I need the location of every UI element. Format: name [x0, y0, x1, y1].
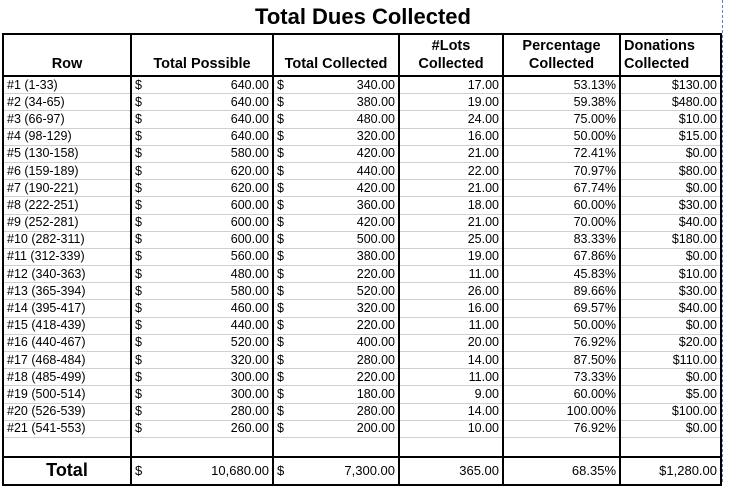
row-label-cell: #21 (541-553) — [3, 420, 131, 437]
currency-symbol: $ — [273, 283, 295, 300]
currency-symbol: $ — [273, 352, 295, 369]
percentage-collected-cell: 70.97% — [503, 162, 620, 179]
percentage-collected-cell: 72.41% — [503, 145, 620, 162]
total-lots-sum: 365.00 — [399, 457, 503, 485]
table-row — [3, 128, 721, 145]
table-row — [3, 403, 721, 420]
total-possible-cell: 580.00 — [153, 145, 273, 162]
row-label-cell: #5 (130-158) — [3, 145, 131, 162]
total-possible-cell: 300.00 — [153, 386, 273, 403]
table-row — [3, 231, 721, 248]
row-label-cell: #17 (468-484) — [3, 352, 131, 369]
lots-collected-cell: 10.00 — [399, 420, 503, 437]
lots-collected-cell: 25.00 — [399, 231, 503, 248]
percentage-collected-cell: 83.33% — [503, 231, 620, 248]
currency-symbol: $ — [131, 403, 153, 420]
lots-collected-cell: 11.00 — [399, 369, 503, 386]
lots-collected-cell: 16.00 — [399, 300, 503, 317]
lots-collected-cell: 22.00 — [399, 162, 503, 179]
total-possible-cell: 600.00 — [153, 197, 273, 214]
row-label-cell: #16 (440-467) — [3, 334, 131, 351]
donations-collected-cell: $30.00 — [620, 283, 721, 300]
total-possible-cell: 560.00 — [153, 248, 273, 265]
total-possible-cell: 640.00 — [153, 76, 273, 94]
total-row — [3, 457, 721, 485]
percentage-collected-cell: 60.00% — [503, 386, 620, 403]
donations-collected-cell: $100.00 — [620, 403, 721, 420]
currency-symbol: $ — [273, 128, 295, 145]
percentage-collected-cell: 75.00% — [503, 111, 620, 128]
total-possible-sum: 10,680.00 — [153, 457, 273, 485]
currency-symbol: $ — [131, 231, 153, 248]
table-row — [3, 248, 721, 265]
table-row — [3, 283, 721, 300]
percentage-collected-cell: 70.00% — [503, 214, 620, 231]
total-collected-cell: 400.00 — [295, 334, 399, 351]
donations-collected-cell: $80.00 — [620, 162, 721, 179]
empty-cell — [295, 437, 399, 457]
currency-symbol: $ — [131, 352, 153, 369]
currency-symbol: $ — [131, 334, 153, 351]
header-pct-line1: Percentage — [522, 38, 601, 54]
donations-collected-cell: $0.00 — [620, 369, 721, 386]
total-collected-cell: 440.00 — [295, 162, 399, 179]
row-label-cell: #10 (282-311) — [3, 231, 131, 248]
header-row — [3, 34, 721, 76]
percentage-collected-cell: 76.92% — [503, 334, 620, 351]
table-row — [3, 300, 721, 317]
lots-collected-cell: 21.00 — [399, 180, 503, 197]
currency-symbol: $ — [273, 180, 295, 197]
header-row-label: Row — [3, 34, 131, 76]
donations-collected-cell: $10.00 — [620, 266, 721, 283]
table-row — [3, 352, 721, 369]
currency-symbol: $ — [131, 317, 153, 334]
row-label-cell: #20 (526-539) — [3, 403, 131, 420]
lots-collected-cell: 26.00 — [399, 283, 503, 300]
dues-table — [2, 33, 722, 486]
percentage-collected-cell: 67.74% — [503, 180, 620, 197]
donations-collected-cell: $0.00 — [620, 420, 721, 437]
total-possible-cell: 620.00 — [153, 180, 273, 197]
header-lots-collected — [399, 34, 503, 76]
currency-symbol: $ — [273, 197, 295, 214]
lots-collected-cell: 14.00 — [399, 403, 503, 420]
row-label-cell: #12 (340-363) — [3, 266, 131, 283]
table-body — [3, 76, 721, 485]
currency-symbol: $ — [273, 317, 295, 334]
total-collected-cell: 380.00 — [295, 94, 399, 111]
currency-symbol: $ — [131, 180, 153, 197]
total-possible-cell: 600.00 — [153, 231, 273, 248]
currency-symbol: $ — [273, 94, 295, 111]
total-possible-cell: 600.00 — [153, 214, 273, 231]
currency-symbol: $ — [131, 420, 153, 437]
donations-collected-cell: $0.00 — [620, 317, 721, 334]
row-label-cell: #6 (159-189) — [3, 162, 131, 179]
donations-collected-cell: $40.00 — [620, 300, 721, 317]
donations-collected-cell: $480.00 — [620, 94, 721, 111]
row-label-cell: #19 (500-514) — [3, 386, 131, 403]
empty-cell — [153, 437, 273, 457]
table-row — [3, 334, 721, 351]
total-label: Total — [3, 457, 131, 485]
donations-collected-cell: $20.00 — [620, 334, 721, 351]
empty-cell — [399, 437, 503, 457]
total-possible-cell: 280.00 — [153, 403, 273, 420]
currency-symbol: $ — [131, 457, 153, 485]
table-row — [3, 266, 721, 283]
currency-symbol: $ — [273, 231, 295, 248]
lots-collected-cell: 21.00 — [399, 214, 503, 231]
currency-symbol: $ — [131, 214, 153, 231]
currency-symbol: $ — [131, 76, 153, 94]
lots-collected-cell: 9.00 — [399, 386, 503, 403]
percentage-collected-cell: 50.00% — [503, 128, 620, 145]
lots-collected-cell: 14.00 — [399, 352, 503, 369]
currency-symbol: $ — [273, 386, 295, 403]
header-total-possible: Total Possible — [131, 34, 273, 76]
empty-cell — [3, 437, 131, 457]
table-row — [3, 180, 721, 197]
page-break-line — [722, 0, 723, 482]
currency-symbol: $ — [273, 369, 295, 386]
currency-symbol: $ — [131, 128, 153, 145]
table-row — [3, 94, 721, 111]
total-percentage: 68.35% — [503, 457, 620, 485]
header-don-line1: Donations — [624, 38, 695, 54]
total-collected-cell: 520.00 — [295, 283, 399, 300]
donations-collected-cell: $180.00 — [620, 231, 721, 248]
donations-collected-cell: $40.00 — [620, 214, 721, 231]
currency-symbol: $ — [273, 457, 295, 485]
currency-symbol: $ — [273, 111, 295, 128]
total-possible-cell: 480.00 — [153, 266, 273, 283]
spacer-row — [3, 437, 721, 457]
total-collected-cell: 420.00 — [295, 214, 399, 231]
header-donations-collected — [620, 34, 721, 76]
row-label-cell: #8 (222-251) — [3, 197, 131, 214]
percentage-collected-cell: 59.38% — [503, 94, 620, 111]
lots-collected-cell: 20.00 — [399, 334, 503, 351]
row-label-cell: #13 (365-394) — [3, 283, 131, 300]
lots-collected-cell: 21.00 — [399, 145, 503, 162]
row-label-cell: #11 (312-339) — [3, 248, 131, 265]
currency-symbol: $ — [273, 248, 295, 265]
percentage-collected-cell: 73.33% — [503, 369, 620, 386]
donations-collected-cell: $0.00 — [620, 180, 721, 197]
header-percentage-collected — [503, 34, 620, 76]
total-possible-cell: 640.00 — [153, 111, 273, 128]
total-collected-cell: 180.00 — [295, 386, 399, 403]
total-collected-cell: 200.00 — [295, 420, 399, 437]
total-possible-cell: 640.00 — [153, 128, 273, 145]
total-collected-cell: 360.00 — [295, 197, 399, 214]
empty-cell — [503, 437, 620, 457]
header-lots-line2: Collected — [418, 56, 484, 72]
table-row — [3, 197, 721, 214]
total-collected-cell: 500.00 — [295, 231, 399, 248]
currency-symbol: $ — [273, 162, 295, 179]
total-possible-cell: 260.00 — [153, 420, 273, 437]
header-lots-line1: #Lots — [431, 38, 471, 54]
currency-symbol: $ — [273, 334, 295, 351]
total-possible-cell: 440.00 — [153, 317, 273, 334]
currency-symbol: $ — [131, 369, 153, 386]
donations-collected-cell: $130.00 — [620, 76, 721, 94]
total-collected-cell: 220.00 — [295, 317, 399, 334]
total-collected-cell: 220.00 — [295, 369, 399, 386]
percentage-collected-cell: 67.86% — [503, 248, 620, 265]
row-label-cell: #7 (190-221) — [3, 180, 131, 197]
table-row — [3, 386, 721, 403]
donations-collected-cell: $30.00 — [620, 197, 721, 214]
currency-symbol: $ — [131, 300, 153, 317]
table-row — [3, 317, 721, 334]
lots-collected-cell: 18.00 — [399, 197, 503, 214]
lots-collected-cell: 17.00 — [399, 76, 503, 94]
donations-collected-cell: $110.00 — [620, 352, 721, 369]
currency-symbol: $ — [273, 145, 295, 162]
percentage-collected-cell: 53.13% — [503, 76, 620, 94]
total-possible-cell: 320.00 — [153, 352, 273, 369]
row-label-cell: #9 (252-281) — [3, 214, 131, 231]
currency-symbol: $ — [273, 214, 295, 231]
header-don-line2: Collected — [624, 56, 690, 72]
table-row — [3, 369, 721, 386]
lots-collected-cell: 24.00 — [399, 111, 503, 128]
donations-collected-cell: $5.00 — [620, 386, 721, 403]
total-collected-cell: 280.00 — [295, 403, 399, 420]
currency-symbol: $ — [131, 386, 153, 403]
currency-symbol: $ — [273, 420, 295, 437]
total-collected-cell: 480.00 — [295, 111, 399, 128]
total-possible-cell: 460.00 — [153, 300, 273, 317]
table-row — [3, 145, 721, 162]
currency-symbol: $ — [131, 94, 153, 111]
percentage-collected-cell: 60.00% — [503, 197, 620, 214]
row-label-cell: #2 (34-65) — [3, 94, 131, 111]
currency-symbol: $ — [131, 266, 153, 283]
currency-symbol: $ — [131, 162, 153, 179]
currency-symbol: $ — [131, 197, 153, 214]
empty-cell — [620, 437, 721, 457]
row-label-cell: #3 (66-97) — [3, 111, 131, 128]
percentage-collected-cell: 69.57% — [503, 300, 620, 317]
lots-collected-cell: 19.00 — [399, 94, 503, 111]
percentage-collected-cell: 76.92% — [503, 420, 620, 437]
header-pct-line2: Collected — [528, 56, 595, 72]
row-label-cell: #15 (418-439) — [3, 317, 131, 334]
currency-symbol: $ — [273, 300, 295, 317]
empty-cell — [131, 437, 153, 457]
table-row — [3, 214, 721, 231]
total-possible-cell: 640.00 — [153, 94, 273, 111]
total-collected-cell: 340.00 — [295, 76, 399, 94]
percentage-collected-cell: 87.50% — [503, 352, 620, 369]
total-collected-cell: 420.00 — [295, 180, 399, 197]
table-row — [3, 420, 721, 437]
currency-symbol: $ — [273, 403, 295, 420]
table-row — [3, 111, 721, 128]
total-possible-cell: 620.00 — [153, 162, 273, 179]
total-collected-sum: 7,300.00 — [295, 457, 399, 485]
total-possible-cell: 300.00 — [153, 369, 273, 386]
lots-collected-cell: 11.00 — [399, 317, 503, 334]
table-row — [3, 76, 721, 94]
currency-symbol: $ — [131, 145, 153, 162]
total-collected-cell: 320.00 — [295, 128, 399, 145]
donations-collected-cell: $0.00 — [620, 145, 721, 162]
header-total-collected: Total Collected — [273, 34, 399, 76]
currency-symbol: $ — [131, 248, 153, 265]
total-collected-cell: 320.00 — [295, 300, 399, 317]
total-collected-cell: 280.00 — [295, 352, 399, 369]
row-label-cell: #4 (98-129) — [3, 128, 131, 145]
total-collected-cell: 220.00 — [295, 266, 399, 283]
row-label-cell: #1 (1-33) — [3, 76, 131, 94]
total-donations-sum: $1,280.00 — [620, 457, 721, 485]
lots-collected-cell: 11.00 — [399, 266, 503, 283]
currency-symbol: $ — [131, 111, 153, 128]
currency-symbol: $ — [131, 283, 153, 300]
lots-collected-cell: 19.00 — [399, 248, 503, 265]
total-possible-cell: 520.00 — [153, 334, 273, 351]
table-row — [3, 162, 721, 179]
currency-symbol: $ — [273, 266, 295, 283]
page-title: Total Dues Collected — [255, 4, 471, 29]
donations-collected-cell: $10.00 — [620, 111, 721, 128]
total-possible-cell: 580.00 — [153, 283, 273, 300]
donations-collected-cell: $15.00 — [620, 128, 721, 145]
total-collected-cell: 420.00 — [295, 145, 399, 162]
lots-collected-cell: 16.00 — [399, 128, 503, 145]
percentage-collected-cell: 89.66% — [503, 283, 620, 300]
percentage-collected-cell: 50.00% — [503, 317, 620, 334]
empty-cell — [273, 437, 295, 457]
percentage-collected-cell: 45.83% — [503, 266, 620, 283]
percentage-collected-cell: 100.00% — [503, 403, 620, 420]
donations-collected-cell: $0.00 — [620, 248, 721, 265]
total-collected-cell: 380.00 — [295, 248, 399, 265]
row-label-cell: #14 (395-417) — [3, 300, 131, 317]
row-label-cell: #18 (485-499) — [3, 369, 131, 386]
currency-symbol: $ — [273, 76, 295, 94]
